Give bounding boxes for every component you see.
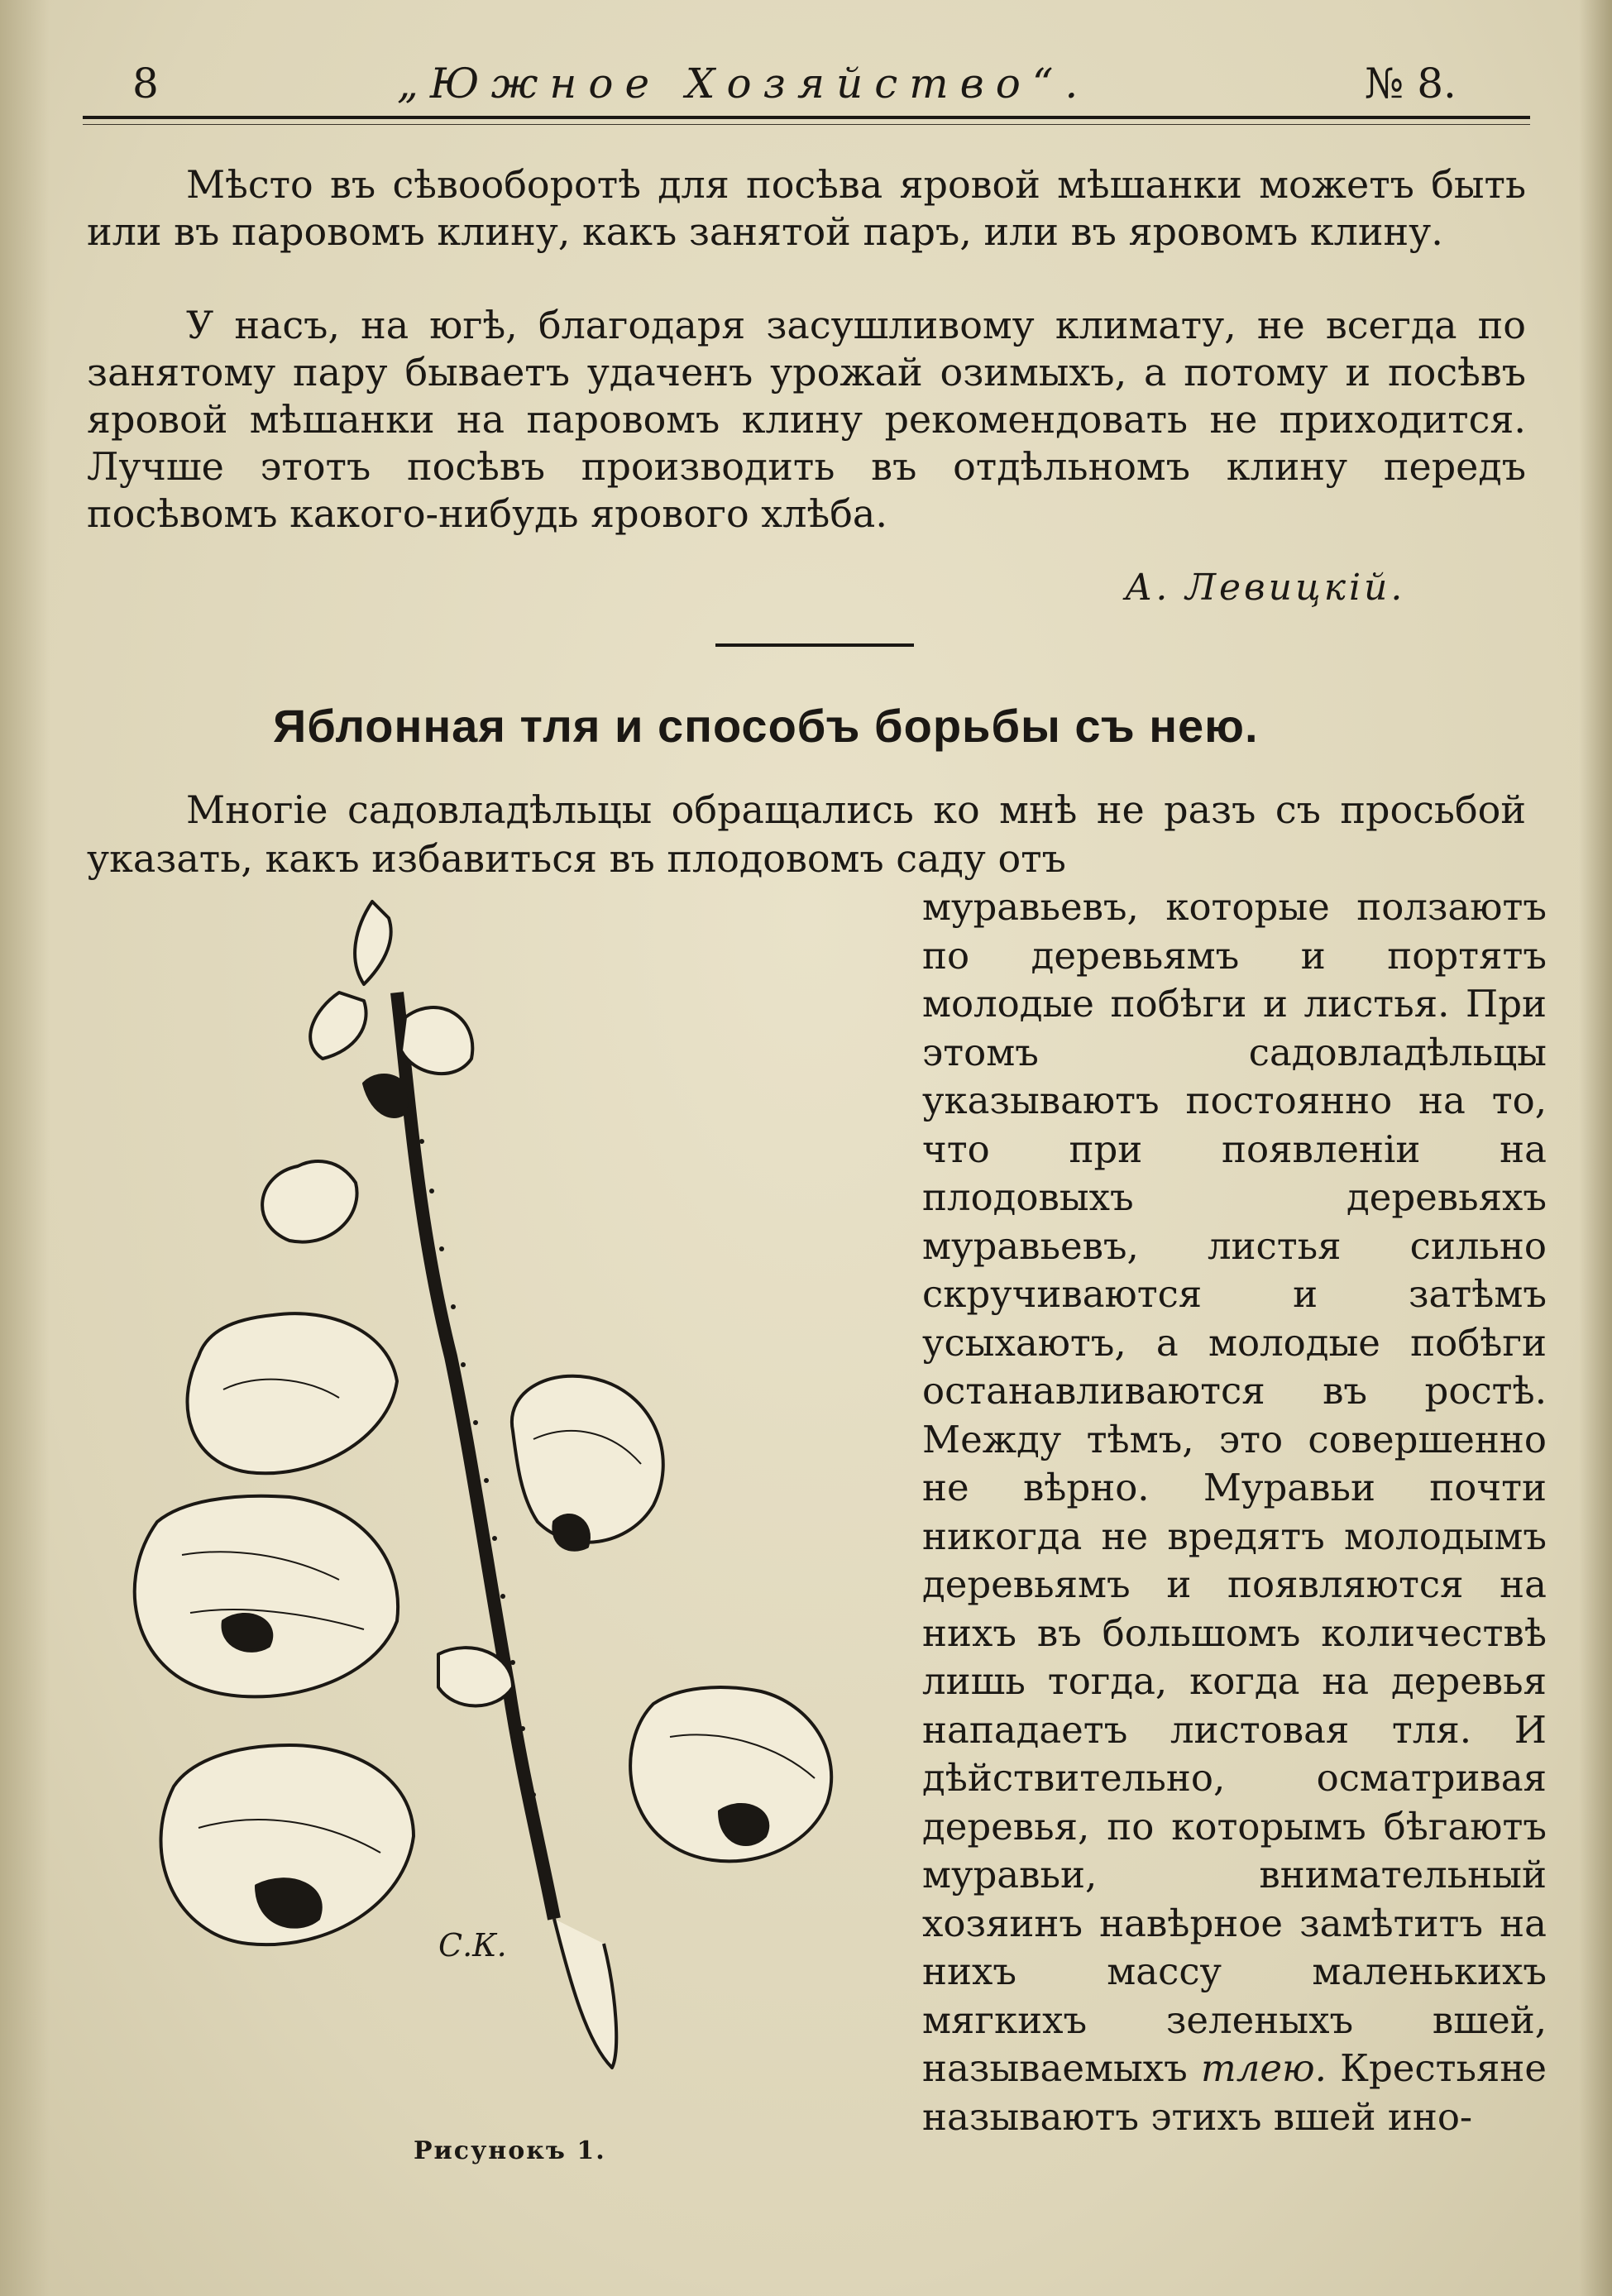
page-edge-shadow-right — [1579, 0, 1612, 2296]
journal-title: „Южное Хозяйство“. — [397, 60, 1090, 108]
page-number: 8 — [132, 60, 159, 108]
figure-caption: Рисунокъ 1. — [414, 2136, 606, 2165]
column-body: муравьевъ, которые ползаютъ по деревьямъ и портятъ молодые побѣги и листья. При этомъ садовладѣльцы указываютъ постоянно на то, что при появленіи на плодовыхъ деревьяхъ муравьевъ, листья сильно скручиваются и затѣмъ усыхаютъ, а молодые побѣги останавливаются въ ростѣ. Между тѣмъ, это совершенно не вѣрно. Муравьи почти никогда не вредятъ молодымъ деревьямъ и появляются на нихъ въ большомъ количествѣ лишь тогда, когда на деревья нападаетъ листовая тля. И дѣйствительно, осматривая деревья, по которымъ бѣгаютъ муравьи, внимательный хозяинъ навѣрное замѣтитъ на нихъ массу маленькихъ мягкихъ зеленыхъ вшей, называемыхъ — [922, 885, 1547, 2090]
article1-paragraph-1: Мѣсто въ сѣвооборотѣ для посѣва яровой мѣшанки можетъ быть или въ паровомъ клину, какъ занятой паръ, или въ яровомъ клину. — [87, 162, 1526, 254]
page-edge-shadow-left — [0, 0, 50, 2296]
branch-drawing — [124, 893, 902, 2150]
running-header — [83, 60, 1530, 119]
section-separator — [715, 643, 914, 647]
article2-title: Яблонная тля и способъ борьбы съ нею. — [273, 700, 1259, 752]
issue-number: № 8. — [1365, 60, 1457, 108]
article2-column-text — [922, 883, 1547, 2141]
article1-signature: А. Левицкій. — [1125, 567, 1406, 609]
article1-paragraph-2: У насъ, на югѣ, благодаря засушливому климату, не всегда по занятому пару бываетъ удаченъ урожай озимыхъ, а потому и посѣвъ яровой мѣшанки на паровомъ клину рекомендовать не приходится. Лучше этотъ посѣвъ производить въ отдѣльномъ клину передъ посѣвомъ какого-нибудь ярового хлѣба. — [87, 303, 1526, 536]
column-italic-term: тлею. — [1201, 2046, 1327, 2090]
apple-branch-illustration — [124, 893, 902, 2150]
header-rule-thin — [83, 124, 1530, 125]
header-rule — [83, 116, 1530, 119]
column-body-end: Крестьяне называютъ этихъ вшей ино- — [922, 2046, 1547, 2139]
article2-lead: Многіе садовладѣльцы обращались ко мнѣ не разъ съ просьбой указать, какъ избавиться въ плодовомъ саду отъ — [87, 787, 1526, 881]
illustrator-initials: С.К. — [438, 1927, 507, 1964]
